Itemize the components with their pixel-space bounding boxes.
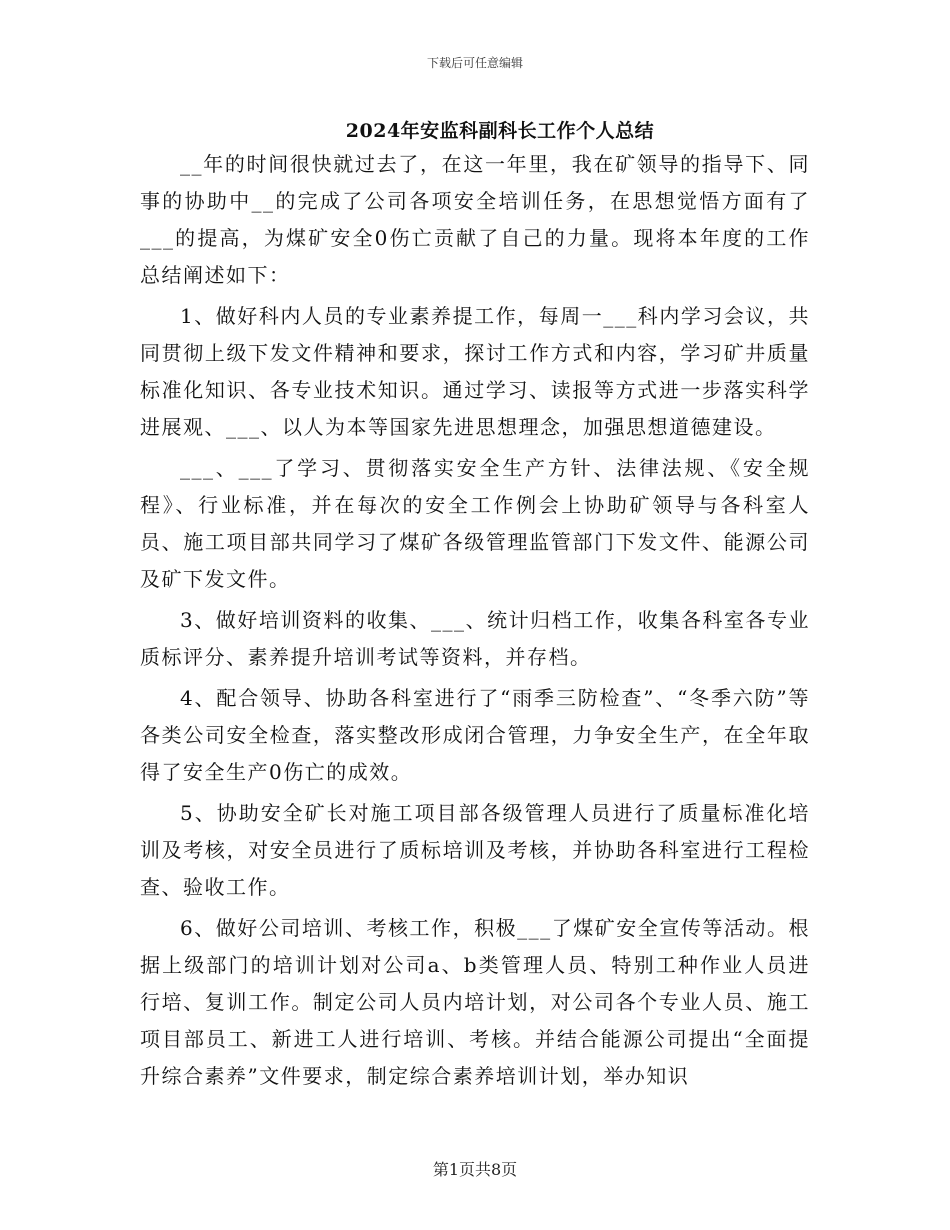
page-header-note: 下载后可任意编辑 (426, 56, 523, 70)
document-title: 2024年安监科副科长工作个人总结 (345, 120, 655, 142)
paragraph-item-5: 5、协助安全矿长对施工项目部各级管理人员进行了质量标准化培训及考核，对安全员进行了质标培训及考核，并协助各科室进行工程检查、验收工作。 (140, 801, 810, 899)
paragraph-item-3: 3、做好培训资料的收集、___、统计归档工作，收集各科室各专业质标评分、素养提升培训考试等资料，并存档。 (140, 608, 810, 669)
paragraph-item-4: 4、配合领导、协助各科室进行了“雨季三防检查”、“冬季六防”等各类公司安全检查，落实整改形成闭合管理，力争安全生产，在全年取得了安全生产0伤亡的成效。 (140, 686, 810, 784)
paragraph-intro: __年的时间很快就过去了，在这一年里，我在矿领导的指导下、同事的协助中__的完成了公司各项安全培训任务，在思想觉悟方面有了___的提高，为煤矿安全0伤亡贡献了自己的力量。现将本年度的工作总结阐述如下： (140, 152, 810, 287)
paragraph-item-6: 6、做好公司培训、考核工作，积极___了煤矿安全宣传等活动。根据上级部门的培训计划对公司a、b类管理人员、特别工种作业人员进行培、复训工作。制定公司人员内培计划，对公司各个专业人员、施工项目部员工、新进工人进行培训、考核。并结合能源公司提出“全面提升综合素养”文件要求，制定综合素养培训计划，举办知识 (140, 916, 810, 1088)
page-number: 第1页共8页 (432, 1160, 518, 1179)
paragraph-item-1: 1、做好科内人员的专业素养提工作，每周一___科内学习会议，共同贯彻上级下发文件精神和要求，探讨工作方式和内容，学习矿井质量标准化知识、各专业技术知识。通过学习、读报等方式进一步落实科学进展观、___、以人为本等国家先进思想理念，加强思想道德建设。 (140, 304, 810, 439)
document-body (140, 146, 810, 1099)
paragraph-item-2: ___、___了学习、贯彻落实安全生产方针、法律法规、《安全规程》、行业标准，并在每次的安全工作例会上协助矿领导与各科室人员、施工项目部共同学习了煤矿各级管理监管部门下发文件、能源公司及矿下发文件。 (140, 456, 810, 591)
